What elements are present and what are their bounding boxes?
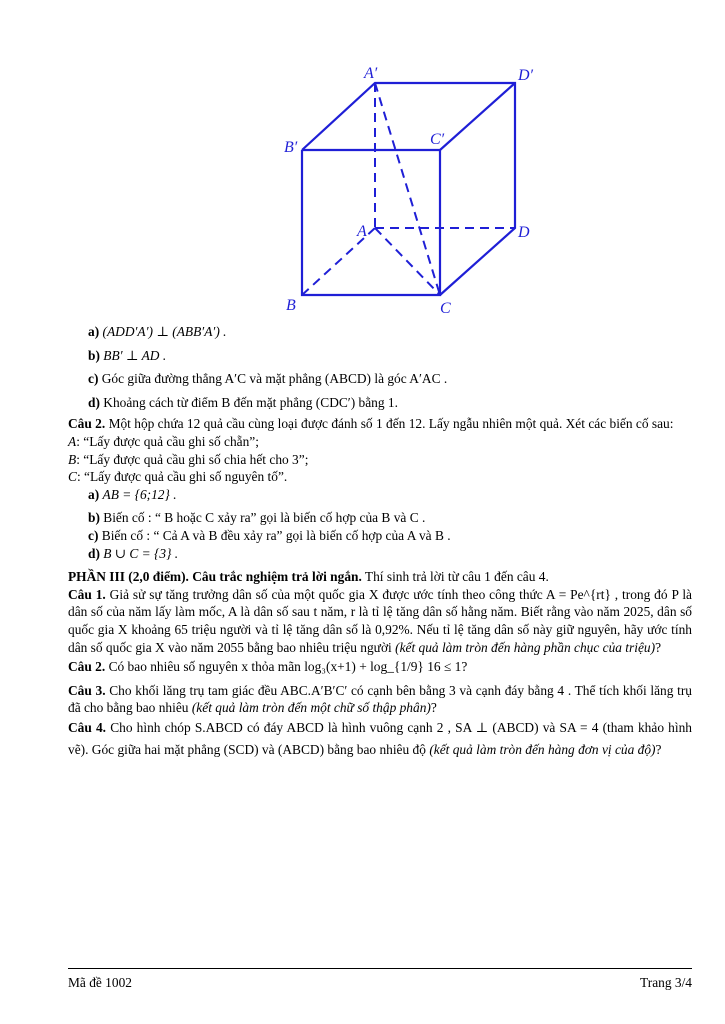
label-D: D: [518, 224, 530, 241]
q2-item-c: c) Biến cố : “ Cả A và B đều xảy ra” gọi là biến cố hợp của A và B .: [88, 527, 451, 543]
cube-diagram: [280, 60, 560, 320]
label-B: B: [286, 297, 296, 314]
page-footer: [68, 968, 692, 991]
diag-aprime-c: [375, 83, 440, 295]
q1-item-d: d) Khoảng cách từ điểm B đến mặt phẳng (CDC′) bằng 1.: [88, 394, 398, 410]
q2-item-a: a) AB = {6;12} .: [88, 486, 177, 502]
label-C: C: [440, 300, 451, 317]
p3-question-1: Câu 1. Giả sử sự tăng trưởng dân số của một quốc gia X được ước tính theo công thức A = Pe^{rt} , trong đó P là dân số của năm lấy làm mốc, A là dân số sau t năm, r là tỉ lệ tăng dân số hằng năm. Biết rằng vào năm 2025, dân số quốc gia X khoảng 65 triệu người và tỉ lệ tăng dân số là 0,92%. Nếu tỉ lệ tăng dân số này giữ nguyên, hãy ước tính dân số quốc gia X vào năm 2055 bằng bao nhiêu triệu người (kết quả làm tròn đến hàng phần chục của triệu)?: [68, 586, 692, 655]
q1-item-c: c) Góc giữa đường thẳng A′C và mặt phẳng (ABCD) là góc A′AC .: [88, 371, 448, 387]
q2-event-b: B: “Lấy được quả cầu ghi số chia hết cho 3”;: [68, 451, 309, 467]
part3-heading: PHẦN III (2,0 điểm). Câu trắc nghiệm trả lời ngắn. Thí sinh trả lời từ câu 1 đến câu 4.: [68, 569, 549, 585]
q2-item-b: b) Biến cố : “ B hoặc C xảy ra” gọi là biến cố hợp của B và C .: [88, 510, 426, 526]
p3-question-2: Câu 2. Có bao nhiêu số nguyên x thỏa mãn log₃(x+1) + log_{1/9} 16 ≤ 1?: [68, 659, 468, 675]
q1-item-a: a) (ADD′A′) ⊥ (ABB′A′) .: [88, 324, 227, 339]
cube-figure: [280, 60, 560, 324]
q1-item-b: b) BB′ ⊥ AD .: [88, 347, 167, 363]
q2-event-c: C: “Lấy được quả cầu ghi số nguyên tố”.: [68, 469, 288, 485]
label-Bprime: B′: [284, 139, 298, 156]
q2-stem: Câu 2. Một hộp chứa 12 quả cầu cùng loại được đánh số 1 đến 12. Lấy ngẫu nhiên một quả. Xét các biến cố sau:: [68, 416, 674, 432]
q2-item-d: d) B ∪ C = {3} .: [88, 545, 179, 561]
label-Aprime: A′: [364, 65, 378, 82]
label-Dprime: D′: [518, 67, 534, 84]
label-A: A: [357, 223, 367, 240]
label-Cprime: C′: [430, 131, 445, 148]
edge-cprime-dprime: [440, 83, 515, 150]
p3-question-3: Câu 3. Cho khối lăng trụ tam giác đều ABC.A′B′C′ có cạnh bên bằng 3 và cạnh đáy bằng 4 . Thể tích khối lăng trụ đã cho bằng bao nhiêu (kết quả làm tròn đến một chữ số thập phân)?: [68, 682, 692, 716]
q2-event-a: A: “Lấy được quả cầu ghi số chẵn”;: [68, 433, 259, 449]
exam-code: Mã đề 1002: [68, 975, 132, 990]
page-content: [68, 323, 692, 761]
page-number: Trang 3/4: [640, 975, 692, 990]
p3-question-4: Câu 4. Cho hình chóp S.ABCD có đáy ABCD là hình vuông cạnh 2 , SA ⊥ (ABCD) và SA = 4 (tham khảo hình vẽ). Góc giữa hai mặt phẳng (SCD) và (ABCD) bằng bao nhiêu độ (kết quả làm tròn đến hàng đơn vị của độ)?: [68, 719, 692, 757]
